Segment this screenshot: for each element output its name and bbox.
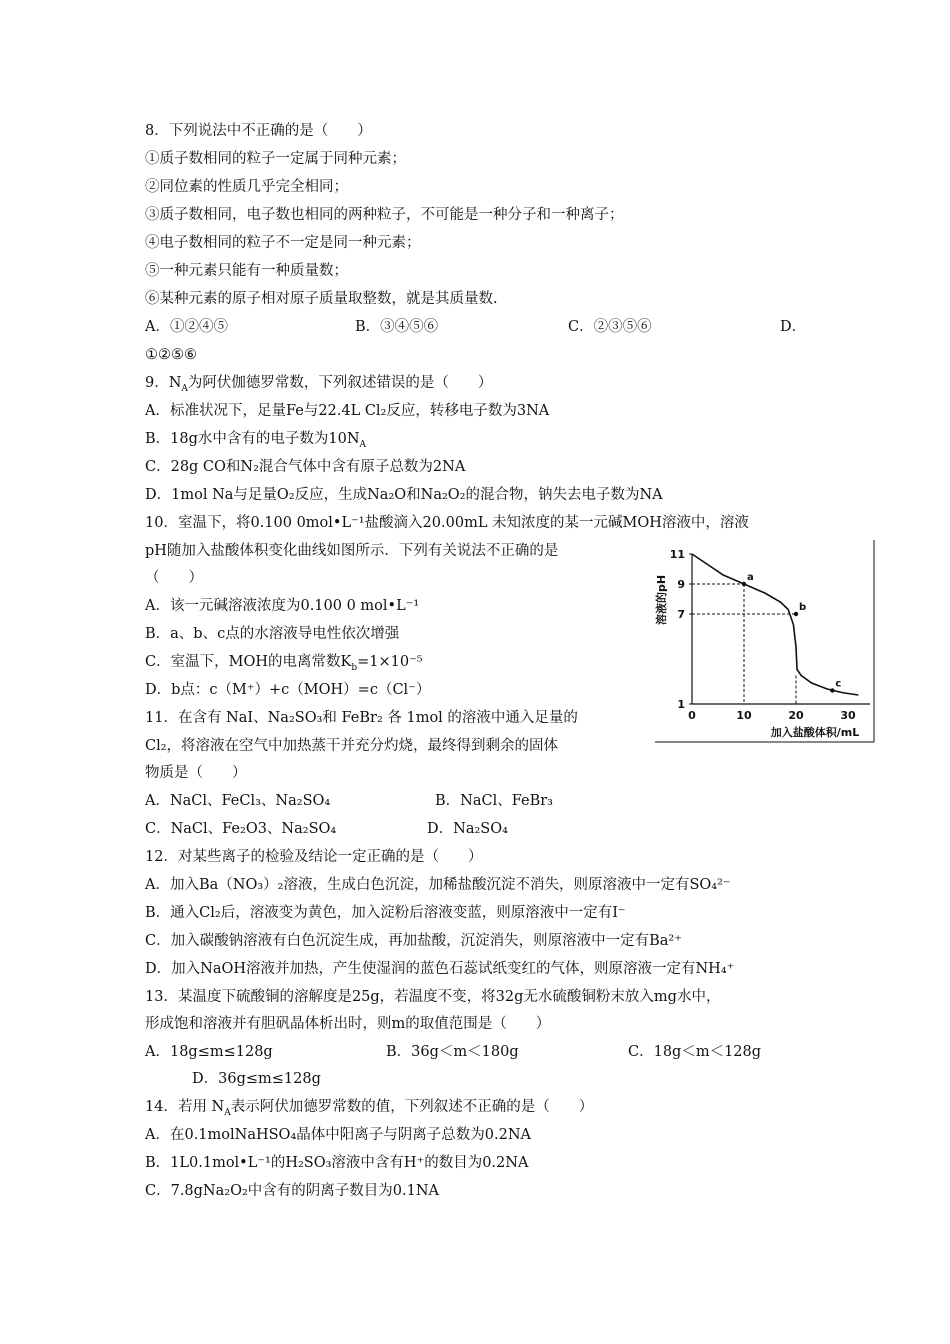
q11-stem-line3: 物质是（ ）	[145, 765, 247, 781]
point-label-a: a	[747, 572, 754, 583]
q14-stem: 14．若用 $N_A$表示阿伏加德罗常数的值，下列叙述不正确的是（ ）	[145, 1099, 594, 1118]
q11-stem-line2: Cl₂，将溶液在空气中加热蒸干并充分灼烧，最终得到剩余的固体	[145, 738, 559, 754]
q11-option-a: A．NaCl、FeCl₃、Na₂SO₄	[145, 793, 331, 809]
q12-option-b: B．通入Cl₂后，溶液变为黄色，加入淀粉后溶液变蓝，则原溶液中一定有I⁻	[145, 905, 626, 921]
point-label-b: b	[799, 602, 807, 613]
y-axis-label: 溶液的pH	[655, 574, 668, 626]
q10-option-c: C．室温下，MOH的电离常数$K_b=1\times 10^{-5}$	[145, 654, 423, 673]
point-a	[742, 582, 746, 586]
q8-statement-5: ⑤一种元素只能有一种质量数；	[145, 263, 348, 279]
q8-statement-1: ①质子数相同的粒子一定属于同种元素；	[145, 151, 406, 167]
x-tick-label: 10	[736, 709, 752, 722]
q13-option-c: C．18g＜m＜128g	[628, 1044, 762, 1060]
q9-option-d: D．1mol Na与足量O₂反应，生成Na₂O和Na₂O₂的混合物，钠失去电子数为NA	[145, 487, 663, 503]
q11-option-b: B．NaCl、FeBr₃	[435, 793, 553, 809]
q13-stem-line1: 13．某温度下硫酸铜的溶解度是25g，若温度不变，将32g无水硫酸铜粉末放入mg水中，	[145, 989, 721, 1005]
q8-option-d: ①②⑤⑥	[145, 347, 197, 363]
titration-curve-chart	[655, 540, 875, 745]
x-tick-label: 0	[688, 709, 696, 722]
x-tick-label: 30	[840, 709, 856, 722]
q8-option-c: C．②③⑤⑥	[568, 319, 652, 335]
q13-option-d: D．36g≤m≤128g	[192, 1071, 321, 1087]
q12-stem: 12．对某些离子的检验及结论一定正确的是（ ）	[145, 849, 483, 865]
q12-option-d: D．加入NaOH溶液并加热，产生使湿润的蓝色石蕊试纸变红的气体，则原溶液一定有NH₄⁺	[145, 961, 735, 977]
q10-stem-line3: （ ）	[145, 570, 203, 586]
q13-option-a: A．18g≤m≤128g	[145, 1044, 273, 1060]
q10-stem-line1: 10．室温下，将0.100 0mol•L⁻¹盐酸滴入20.00mL 未知浓度的某一元碱MOH溶液中，溶液	[145, 515, 749, 531]
y-tick-label: 9	[677, 578, 685, 591]
q9-option-a: A．标准状况下，足量Fe与22.4L Cl₂反应，转移电子数为3NA	[145, 403, 550, 419]
y-tick-label: 7	[677, 608, 685, 621]
x-axis-label: 加入盐酸体积/mL	[770, 726, 860, 739]
q8-option-b: B．③④⑤⑥	[355, 319, 439, 335]
q10-option-d: D．b点：c（M⁺）+c（MOH）=c（Cl⁻）	[145, 682, 431, 698]
q8-option-a: A．①②④⑤	[145, 319, 228, 335]
q8-stem: 8．下列说法中不正确的是（ ）	[145, 123, 372, 139]
q11-stem-line1: 11．在含有 NaI、Na₂SO₃和 FeBr₂ 各 1mol 的溶液中通入足量的	[145, 710, 578, 726]
q8-option-d-label: D．	[780, 319, 807, 335]
point-c	[830, 688, 834, 692]
q14-option-b: B．1L0.1mol•L⁻¹的H₂SO₃溶液中含有H⁺的数目为0.2NA	[145, 1155, 529, 1171]
y-tick-label: 1	[677, 698, 685, 711]
q13-option-b: B．36g＜m＜180g	[386, 1044, 519, 1060]
point-label-c: c	[835, 678, 842, 690]
q8-statement-6: ⑥某种元素的原子相对原子质量取整数，就是其质量数.	[145, 291, 498, 307]
q12-option-c: C．加入碳酸钠溶液有白色沉淀生成，再加盐酸，沉淀消失，则原溶液中一定有Ba²⁺	[145, 933, 682, 949]
q10-stem-line2: pH随加入盐酸体积变化曲线如图所示．下列有关说法不正确的是	[145, 543, 559, 559]
q10-option-b: B．a、b、c点的水溶液导电性依次增强	[145, 626, 400, 642]
q14-option-c: C．7.8gNa₂O₂中含有的阴离子数目为0.1NA	[145, 1183, 439, 1199]
q12-option-a: A．加入Ba（NO₃）₂溶液，生成白色沉淀，加稀盐酸沉淀不消失，则原溶液中一定有SO₄²⁻	[145, 877, 731, 893]
q11-option-c: C．NaCl、Fe₂O3、Na₂SO₄	[145, 821, 337, 837]
q11-option-d: D．Na₂SO₄	[427, 821, 508, 837]
q10-option-a: A．该一元碱溶液浓度为0.100 0 mol•L⁻¹	[145, 598, 420, 614]
q9-stem: 9．$N_A$为阿伏伽德罗常数，下列叙述错误的是（ ）	[145, 375, 493, 394]
y-tick-label: 11	[669, 548, 685, 561]
q8-statement-4: ④电子数相同的粒子不一定是同一种元素；	[145, 235, 421, 251]
q9-option-c: C．28g CO和N₂混合气体中含有原子总数为2NA	[145, 459, 466, 475]
q14-option-a: A．在0.1molNaHSO₄晶体中阳离子与阴离子总数为0.2NA	[145, 1127, 531, 1143]
ph-curve	[692, 554, 858, 695]
q8-statement-3: ③质子数相同，电子数也相同的两种粒子，不可能是一种分子和一种离子；	[145, 207, 624, 223]
x-tick-label: 20	[788, 709, 804, 722]
q8-statement-2: ②同位素的性质几乎完全相同；	[145, 179, 348, 195]
point-b	[794, 612, 798, 616]
q13-stem-line2: 形成饱和溶液并有胆矾晶体析出时，则m的取值范围是（ ）	[145, 1016, 551, 1032]
q9-option-b: B．18g水中含有的电子数为$10N_A$	[145, 431, 367, 450]
